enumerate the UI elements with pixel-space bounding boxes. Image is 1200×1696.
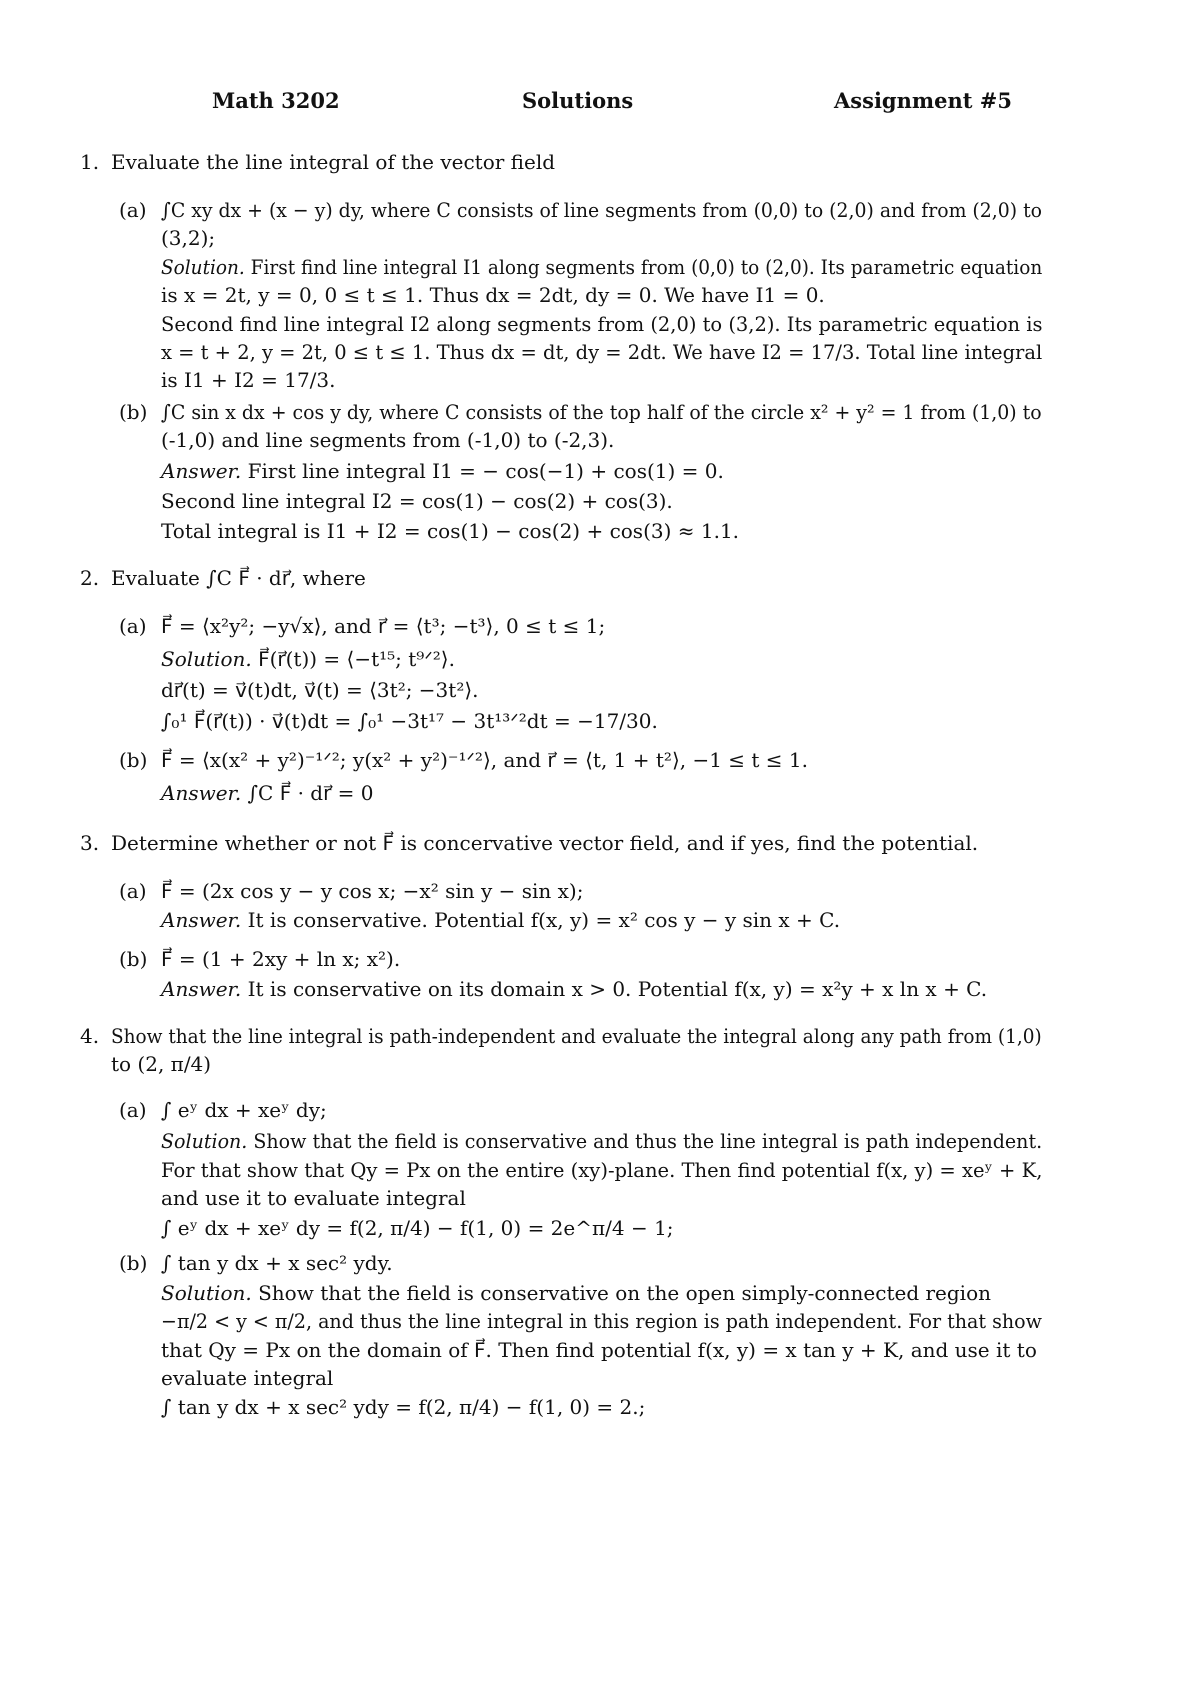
p4b-solution-line-5: ∫ tan y dx + x sec² ydy = f(2, π/4) − f(1, 0) = 2.; — [161, 1395, 646, 1419]
p3b-answer-line-1 — [161, 975, 987, 1003]
p1a-question-line-2: (3,2); — [161, 226, 216, 250]
solution-label: Solution. — [161, 255, 245, 279]
problem-1-number: 1. — [80, 150, 100, 174]
p2a-solution-line-3: ∫₀¹ F⃗(r⃗(t)) · v⃗(t)dt = ∫₀¹ −3t¹⁷ − 3t¹³ᐟ²dt = −17/30. — [161, 709, 658, 733]
p2b-question: F⃗ = ⟨x(x² + y²)⁻¹ᐟ²; y(x² + y²)⁻¹ᐟ²⟩, and r⃗ = ⟨t, 1 + t²⟩, −1 ≤ t ≤ 1. — [161, 748, 809, 772]
p4b-solution-text-1: Show that the field is conservative on the open simply-connected region — [258, 1281, 992, 1305]
problem-2-number: 2. — [80, 566, 100, 590]
p2b-answer-line-1 — [161, 779, 374, 807]
p1b-question-line-1: ∫C sin x dx + cos y dy, where C consists of the top half of the circle x² + y² = 1 from (1,0) to — [161, 400, 1042, 424]
p4a-label: (a) — [119, 1098, 147, 1122]
answer-label: Answer. — [161, 781, 242, 805]
p1b-answer-line-1 — [161, 457, 724, 485]
solution-label: Solution. — [161, 647, 252, 671]
p1a-question-line-1: ∫C xy dx + (x − y) dy, where C consists of line segments from (0,0) to (2,0) and from (2,0) to — [161, 198, 1043, 222]
p4b-solution-line-2: −π/2 < y < π/2, and thus the line integral in this region is path independent. For that show — [161, 1309, 1042, 1333]
p3a-label: (a) — [119, 879, 147, 903]
p1a-solution-line-4: x = t + 2, y = 2t, 0 ≤ t ≤ 1. Thus dx = dt, dy = 2dt. We have I2 = 17/3. Total line integral — [161, 340, 1043, 364]
p4b-label: (b) — [119, 1251, 148, 1275]
p1a-solution-line-3: Second find line integral I2 along segments from (2,0) to (3,2). Its parametric equation is — [161, 312, 1043, 336]
p2a-solution-text-1: F⃗(r⃗(t)) = ⟨−t¹⁵; t⁹ᐟ²⟩. — [258, 647, 455, 671]
p4b-question: ∫ tan y dx + x sec² ydy. — [161, 1251, 393, 1275]
problem-3-statement: Determine whether or not F⃗ is concervative vector field, and if yes, find the potential. — [111, 831, 979, 855]
p3b-label: (b) — [119, 947, 148, 971]
problem-2-statement: Evaluate ∫C F⃗ · dr⃗, where — [111, 566, 366, 590]
p1a-solution-line-1 — [161, 253, 1042, 281]
p2a-label: (a) — [119, 614, 147, 638]
solution-label: Solution. — [161, 1281, 252, 1305]
p2a-question: F⃗ = ⟨x²y²; −y√x⟩, and r⃗ = ⟨t³; −t³⟩, 0 ≤ t ≤ 1; — [161, 614, 606, 638]
p1b-label: (b) — [119, 400, 148, 424]
p3a-answer-text-1: It is conservative. Potential f(x, y) = x² cos y − y sin x + C. — [247, 908, 841, 932]
p2b-answer-text-1: ∫C F⃗ · dr⃗ = 0 — [247, 781, 374, 805]
p1b-answer-line-2: Second line integral I2 = cos(1) − cos(2) + cos(3). — [161, 489, 673, 513]
problem-4-statement-line-2: to (2, π/4) — [111, 1052, 212, 1076]
p4a-question: ∫ eʸ dx + xeʸ dy; — [161, 1098, 327, 1122]
p1b-answer-line-3: Total integral is I1 + I2 = cos(1) − cos(2) + cos(3) ≈ 1.1. — [161, 519, 740, 543]
p3a-question: F⃗ = (2x cos y − y cos x; −x² sin y − sin x); — [161, 879, 584, 903]
p3a-answer-line-1 — [161, 906, 840, 934]
p4b-solution-line-1 — [161, 1279, 991, 1307]
p1b-answer-text-1: First line integral I1 = − cos(−1) + cos(1) = 0. — [247, 459, 724, 483]
p4a-solution-line-4: ∫ eʸ dx + xeʸ dy = f(2, π/4) − f(1, 0) = 2e^π/4 − 1; — [161, 1216, 674, 1240]
p4a-solution-line-2: For that show that Qy = Px on the entire (xy)-plane. Then find potential f(x, y) = xeʸ + K, — [161, 1158, 1043, 1182]
answer-label: Answer. — [161, 977, 242, 1001]
p1a-label: (a) — [119, 198, 147, 222]
p1a-solution-line-2: is x = 2t, y = 0, 0 ≤ t ≤ 1. Thus dx = 2dt, dy = 0. We have I1 = 0. — [161, 283, 825, 307]
p4b-solution-line-3: that Qy = Px on the domain of F⃗. Then find potential f(x, y) = x tan y + K, and use it to — [161, 1338, 1037, 1362]
answer-label: Answer. — [161, 459, 242, 483]
p2a-solution-line-2: dr⃗(t) = v⃗(t)dt, v⃗(t) = ⟨3t²; −3t²⟩. — [161, 678, 479, 702]
answer-label: Answer. — [161, 908, 242, 932]
p4a-solution-line-3: and use it to evaluate integral — [161, 1186, 466, 1210]
p1a-solution-line-5: is I1 + I2 = 17/3. — [161, 368, 336, 392]
problem-3-number: 3. — [80, 831, 100, 855]
doc-kind: Solutions — [522, 88, 634, 113]
p3b-answer-text-1: It is conservative on its domain x > 0. Potential f(x, y) = x²y + x ln x + C. — [247, 977, 988, 1001]
p2a-solution-line-1 — [161, 645, 455, 673]
page-header — [212, 88, 1020, 118]
problem-4-number: 4. — [80, 1024, 100, 1048]
solution-label: Solution. — [161, 1129, 248, 1153]
p3b-question: F⃗ = (1 + 2xy + ln x; x²). — [161, 947, 401, 971]
problem-4-statement-line-1: Show that the line integral is path-independent and evaluate the integral along any path from (1,0) — [111, 1024, 1042, 1048]
problem-1-statement: Evaluate the line integral of the vector field — [111, 150, 556, 174]
p4b-solution-line-4: evaluate integral — [161, 1366, 334, 1390]
p2b-label: (b) — [119, 748, 148, 772]
assignment-number: Assignment #5 — [834, 88, 1012, 113]
p1b-question-line-2: (-1,0) and line segments from (-1,0) to (-2,3). — [161, 428, 615, 452]
p4a-solution-line-1 — [161, 1127, 1042, 1155]
p4a-solution-text-1: Show that the field is conservative and thus the line integral is path independent. — [253, 1129, 1043, 1153]
p1a-solution-text-1: First find line integral I1 along segments from (0,0) to (2,0). Its parametric equation — [250, 255, 1043, 279]
course-title: Math 3202 — [212, 88, 340, 113]
